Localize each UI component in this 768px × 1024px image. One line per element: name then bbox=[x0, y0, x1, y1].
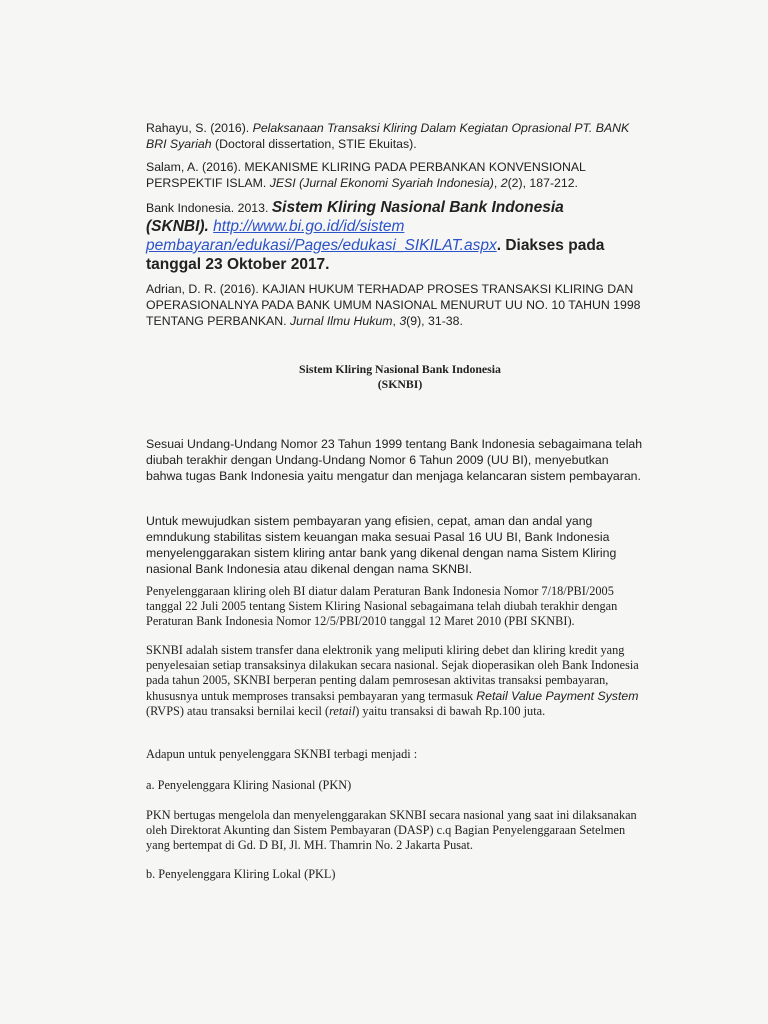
reference-title: Sistem Kliring Nasional Bank Indonesia (SKNBI). bbox=[146, 199, 564, 235]
reference-note: (Doctoral dissertation, STIE Ekuitas). bbox=[211, 137, 417, 151]
list-item-pkl: b. Penyelenggara Kliring Lokal (PKL) bbox=[146, 867, 336, 881]
paragraph-pbi: Penyelenggaraan kliring oleh BI diatur dalam Peraturan Bank Indonesia Nomor 7/18/PBI/2005 tanggal 22 Juli 2005 tentang Sistem Kliring Nasional sebagaimana telah diubah terakhir dengan Peraturan Bank Indonesia Nomor 12/5/PBI/2010 tanggal 12 Maret 2010 (PBI SKNBI). bbox=[146, 584, 618, 628]
section-heading-line1: Sistem Kliring Nasional Bank Indonesia bbox=[299, 362, 501, 376]
reference-volume: 2 bbox=[500, 176, 508, 190]
reference-title: Pelaksanaan Transaksi Kliring Dalam Kegiatan Oprasional PT. BANK BRI Syariah bbox=[146, 121, 630, 151]
paragraph-sknbi-definition: SKNBI adalah sistem transfer dana elektronik yang meliputi kliring debet dan kliring kredit yang penyelesaian setiap transaksinya dilakukan secara nasional. Sejak dioperasikan oleh Bank Indonesia pada tahun 2005, SKNBI berperan penting dalam pemrosesan aktivitas transaksi pembayaran, khususnya untuk memproses transaksi pembayaran yang termasuk Retail Value Payment System (RVPS) atau transaksi bernilai kecil (retail) yaitu transaksi di bawah Rp.100 juta. bbox=[146, 643, 639, 718]
reference-volume: 3 bbox=[399, 314, 407, 328]
reference-accessed: . Diakses pada tanggal 23 Oktober 2017. bbox=[146, 237, 605, 273]
section-heading bbox=[146, 362, 654, 392]
paragraph-uu-bi: Sesuai Undang-Undang Nomor 23 Tahun 1999 tentang Bank Indonesia sebagaimana telah diubah terakhir dengan Undang-Undang Nomor 6 Tahun 2009 (UU BI), menyebutkan bahwa tugas Bank Indonesia yaitu mengatur dan menjaga kelancaran sistem pembayaran. bbox=[146, 437, 643, 483]
paragraph-penyelenggara-intro: Adapun untuk penyelenggara SKNBI terbagi menjadi : bbox=[146, 747, 418, 761]
retail-term: retail bbox=[329, 704, 356, 718]
rvps-term: Retail Value Payment System bbox=[476, 689, 639, 703]
list-item-pkn: a. Penyelenggara Kliring Nasional (PKN) bbox=[146, 778, 352, 792]
reference-journal: Jurnal Ilmu Hukum bbox=[289, 314, 393, 328]
reference-author: Adrian, D. R. (2016). KAJIAN HUKUM TERHADAP PROSES TRANSAKSI KLIRING DAN OPERASIONALNYA PADA BANK UMUM NASIONAL MENURUT UU NO. 10 TAHUN 1998 TENTANG PERBANKAN. bbox=[146, 282, 641, 328]
reference-author: Bank Indonesia. 2013. bbox=[146, 201, 272, 215]
reference-journal: JESI (Jurnal Ekonomi Syariah Indonesia) bbox=[269, 176, 494, 190]
reference-salam: Salam, A. (2016). MEKANISME KLIRING PADA PERBANKAN KONVENSIONAL PERSPEKTIF ISLAM. JESI (Jurnal Ekonomi Syariah Indonesia), 2(2), 187-212. bbox=[146, 160, 586, 190]
paragraph-sistem-pembayaran: Untuk mewujudkan sistem pembayaran yang efisien, cepat, aman dan andal yang emndukung stabilitas sistem keuangan maka sesuai Pasal 16 UU BI, Bank Indonesia menyelenggarakan sistem kliring antar bank yang dikenal dengan nama Sistem Kliring nasional Bank Indonesia atau dikenal dengan nama SKNBI. bbox=[146, 514, 617, 576]
paragraph-pkn: PKN bertugas mengelola dan menyelenggarakan SKNBI secara nasional yang saat ini dilaksanakan oleh Direktorat Akunting dan Sistem Pembayaran (DASP) c.q Bagian Penyelenggaraan Setelmen yang bertempat di Gd. D BI, Jl. MH. Thamrin No. 2 Jakarta Pusat. bbox=[146, 808, 637, 852]
reference-adrian: Adrian, D. R. (2016). KAJIAN HUKUM TERHADAP PROSES TRANSAKSI KLIRING DAN OPERASIONALNYA PADA BANK UMUM NASIONAL MENURUT UU NO. 10 TAHUN 1998 TENTANG PERBANKAN. Jurnal Ilmu Hukum, 3(9), 31-38. bbox=[146, 282, 641, 328]
reference-rahayu bbox=[146, 120, 646, 152]
section-heading-line2: (SKNBI) bbox=[377, 377, 423, 391]
reference-author: Salam, A. (2016). MEKANISME KLIRING PADA PERBANKAN KONVENSIONAL PERSPEKTIF ISLAM. bbox=[146, 160, 586, 190]
reference-pages: (2), 187-212. bbox=[507, 176, 578, 190]
reference-pages: (9), 31-38. bbox=[406, 314, 463, 328]
reference-bank-indonesia bbox=[146, 198, 626, 274]
reference-author: Rahayu, S. (2016). bbox=[146, 121, 253, 135]
reference-url-link[interactable]: http://www.bi.go.id/id/sistem pembayaran/edukasi/Pages/edukasi_SIKILAT.aspx bbox=[146, 218, 497, 254]
